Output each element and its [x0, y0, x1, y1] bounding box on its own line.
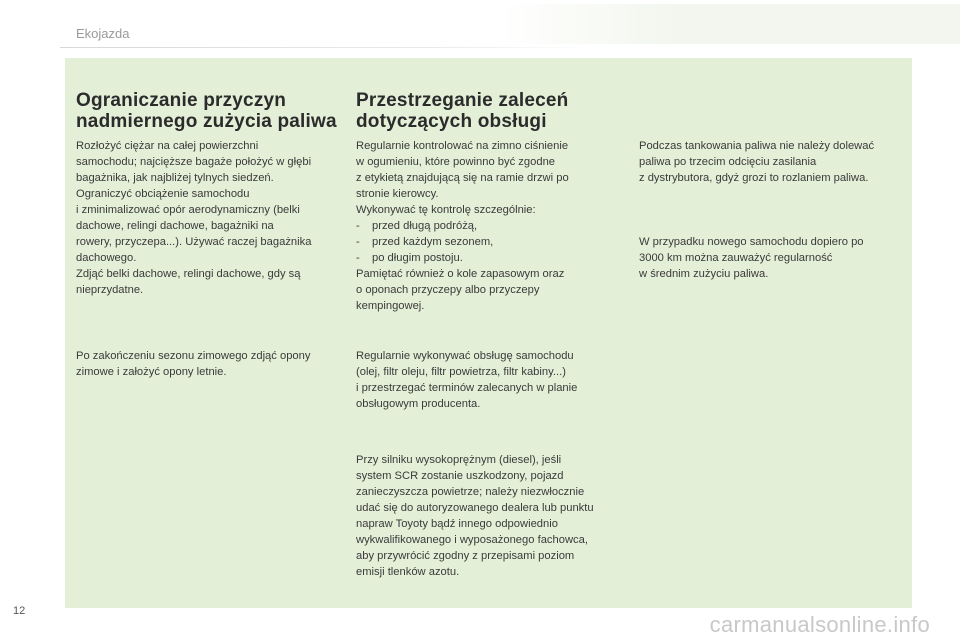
heading-wrap [356, 90, 568, 132]
paragraph-service [356, 348, 577, 412]
paragraph-scr-system [356, 452, 594, 580]
content-panel [65, 58, 912, 608]
heading-fuel-consumption: Ograniczanie przyczyn nadmiernego zużycia paliwa [76, 90, 337, 132]
watermark: carmanualsonline.info [709, 612, 930, 637]
header-divider [60, 47, 590, 48]
list-item: - przed długą podróżą, [356, 218, 569, 234]
paragraph-new-car [639, 234, 864, 282]
paragraph-text: Przy silniku wysokoprężnym (diesel), jeśli system SCR zostanie uszkodzony, pojazd zanieczyszcza powietrze; należy niezwłocznie udać się do autoryzowanego dealera lub punktu napraw Toyoty bądź innego odpowiednio wykwalifikowanego i wyposażonego fachowca, aby przywrócić zgodny z przepisami poziom emisji tlenków azotu. [356, 454, 594, 578]
paragraph-refuelling [639, 138, 874, 186]
paragraph-text: Pamiętać również o kole zapasowym oraz o oponach przyczepy albo przyczepy kempingowej. [356, 268, 565, 312]
paragraph-tyre-pressure [356, 138, 569, 314]
page-number: 12 [13, 605, 26, 617]
paragraph-load [76, 138, 311, 298]
header-decoration [500, 4, 960, 44]
paragraph-text: Rozłożyć ciężar na całej powierzchni samochodu; najcięższe bagaże położyć w głębi bagażnika, jak najbliżej tylnych siedzeń. Ograniczyć obciążenie samochodu i zminimalizować opór aerodynamiczny (belki dachowe, relingi dachowe, bagażniki na rowery, przyczepa...). Używać raczej bagażnika dachowego. Zdjąć belki dachowe, relingi dachowe, gdy są nieprzydatne. [76, 140, 312, 296]
paragraph-text: Po zakończeniu sezonu zimowego zdjąć opony zimowe i założyć opony letnie. [76, 350, 311, 378]
list-item: - przed każdym sezonem, [356, 234, 569, 250]
heading-wrap [76, 90, 337, 132]
paragraph-text: Regularnie wykonywać obsługę samochodu (olej, filtr oleju, filtr powietrza, filtr kabiny...) i przestrzegać terminów zalecanych w planie obsługowym producenta. [356, 350, 578, 410]
paragraph-text: W przypadku nowego samochodu dopiero po 3000 km można zauważyć regularność w średnim zużyciu paliwa. [639, 236, 864, 280]
heading-maintenance: Przestrzeganie zaleceń dotyczących obsługi [356, 90, 569, 132]
paragraph-text: Podczas tankowania paliwa nie należy dolewać paliwa po trzecim odcięciu zasilania z dystrybutora, gdyż grozi to rozlaniem paliwa. [639, 140, 875, 184]
paragraph-text: Regularnie kontrolować na zimno ciśnienie w ogumieniu, które powinno być zgodne z etykietą znajdującą się na ramie drzwi po stronie kierowcy. Wykonywać tę kontrolę szczególnie: [356, 140, 569, 216]
list-item: - po długim postoju. [356, 250, 569, 266]
section-title: Ekojazda [76, 26, 130, 41]
check-list [356, 218, 569, 266]
paragraph-winter-tyres [76, 348, 310, 380]
